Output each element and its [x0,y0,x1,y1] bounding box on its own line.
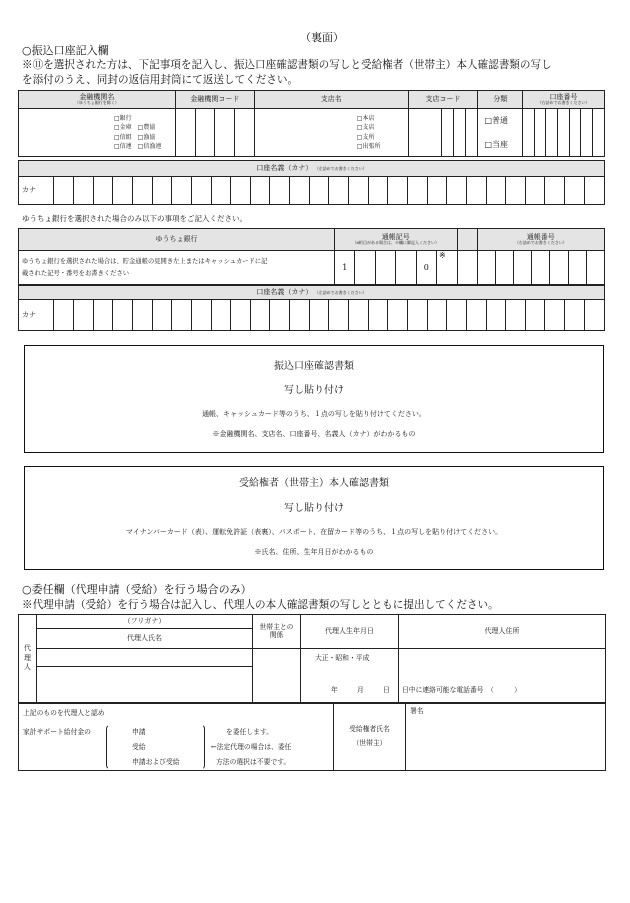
transfer-note-2: を添付のうえ、同封の返信用封筒にて返送してください。 [22,74,299,86]
account-type-option[interactable]: □当座 [484,139,508,149]
header-bank-name [19,91,176,109]
option-receive[interactable]: 受給 [132,743,146,751]
holder-kana-label: 口座名義（カナ） [256,164,313,173]
yucho-symbol-label: 通帳記号 [381,233,410,242]
header-type: 分類 [478,91,523,109]
header-bank-code: 金融機関コード [175,91,254,109]
yucho-symbol-cell[interactable] [396,251,416,285]
holder-name-label [334,704,406,771]
yucho-symbol-cell[interactable] [355,251,375,285]
branch-option[interactable]: □支所 [356,133,375,141]
proxy-birth-input[interactable] [301,649,399,703]
paste2-line2: ※氏名、住所、生年月日がわかるもの [254,548,374,556]
kana-input-cell[interactable] [211,300,231,331]
option-apply-and-receive[interactable]: 申請および受給 [132,758,180,766]
kana-input-cell[interactable] [74,300,94,331]
yucho-number-cell[interactable] [568,251,586,285]
paste-area-identity-document[interactable] [24,466,604,570]
kana-input-cell[interactable] [506,177,526,205]
account-digit-cell[interactable] [593,109,605,157]
kana-input-cell[interactable] [565,300,585,331]
yucho-symbol-cell: 0 [416,251,436,285]
yucho-holder-kana-label: 口座名義（カナ） [256,288,313,297]
bank-code-cell[interactable] [195,109,215,157]
yucho-intro: ゆうちょ銀行を選択された場合のみ以下の事項をご記入ください。 [22,214,247,223]
kana-input-cell[interactable] [388,177,408,205]
yucho-table [18,228,605,285]
proxy-side-label [19,615,37,703]
yucho-description [19,251,335,285]
yucho-header-spacer [457,229,477,251]
kana-input-cell[interactable] [525,177,545,205]
yucho-number-cell[interactable] [586,251,604,285]
account-digit-cell[interactable] [558,109,570,157]
header-branch-code: 支店コード [408,91,478,109]
account-type-checkboxes[interactable] [478,109,523,157]
yucho-symbol-sub: （6桁目がある場合は、※欄に御記入ください） [352,240,440,246]
holder-kana-table [18,160,605,205]
kana-input-cell[interactable] [172,177,192,205]
proxy-table [18,614,606,703]
branch-option[interactable]: □本店 [356,114,375,122]
proxy-side-text: 代理人 [24,643,31,672]
yucho-number-cell[interactable] [477,251,495,285]
kana-input-cell[interactable] [250,300,270,331]
bank-type-checkboxes[interactable] [19,109,176,157]
bank-option[interactable]: □銀行 [114,114,132,122]
branch-option[interactable]: □出張所 [356,142,381,150]
paste1-title: 振込口座確認書類 [274,361,354,372]
yucho-symbol-cell[interactable] [375,251,395,285]
delegation-end: を委任します。 [226,728,274,736]
proxy-furigana-label: （フリガナ） [37,615,253,629]
kana-input-cell[interactable] [191,177,211,205]
kana-input-cell[interactable] [584,177,604,205]
branch-code-cell[interactable] [442,109,454,157]
era-options[interactable]: 大正・昭和・平成 [315,654,370,662]
yucho-desc-1: ゆうちょ銀行を選択された場合は、貯金通帳の見開き左上またはキャッシュカードに記 [22,257,268,265]
yucho-holder-kana-header [19,286,605,300]
proxy-relation-text: 世帯主との関係 [259,622,294,639]
kana-input-cell[interactable] [349,177,369,205]
bank-code-cell[interactable] [215,109,235,157]
yucho-spacer-cell [457,251,477,285]
bank-option[interactable]: □信連 □信漁連 [114,142,162,150]
yucho-header-name: ゆうちょ銀行 [19,229,335,251]
yucho-header-symbol [335,229,457,251]
yucho-number-cell[interactable] [532,251,550,285]
holder-kana-sub: （左詰めでお書きください） [314,166,367,172]
header-account-sub: （右詰めでお書きください） [537,100,590,106]
paste1-line2: ※金融機関名、支店名、口座番号、名義人（カナ）がわかるもの [212,430,416,438]
holder-kana-header [19,161,605,177]
legal-note-2: 方法の選択は不要です。 [216,758,291,766]
branch-code-cell[interactable] [454,109,466,157]
kana-input-cell[interactable] [329,300,349,331]
kana-input-cell[interactable] [270,300,290,331]
proxy-birth-label: 代理人生年月日 [301,615,399,649]
paste1-line1: 通帳、キャッシュカード等のうち、１点の写しを貼り付けてください。 [202,410,426,418]
kana-input-cell[interactable] [211,177,231,205]
signature-label: 署名 [410,707,424,715]
kana-input-cell[interactable] [132,300,152,331]
signature-field[interactable] [406,704,606,771]
header-branch-name: 支店名 [254,91,408,109]
transfer-heading: ○振込口座記入欄 [22,44,109,57]
bank-account-table [18,90,605,157]
kana-input-cell[interactable] [349,300,369,331]
account-digit-cell[interactable] [581,109,593,157]
delegation-line1: 上記のものを代理人と認め [23,709,105,717]
paste1-subtitle: 写し貼り付け [284,385,344,396]
kana-input-cell[interactable] [506,300,526,331]
branch-type-checkboxes[interactable] [254,109,408,157]
bank-code-cell[interactable] [175,109,195,157]
kana-input-cell[interactable] [565,177,585,205]
paste2-subtitle: 写し貼り付け [284,503,344,514]
kana-input-cell[interactable] [152,300,172,331]
proxy-relation-label [253,615,301,649]
branch-option[interactable]: □支店 [356,124,375,132]
kana-input-cell[interactable] [466,177,486,205]
kana-input-cell[interactable] [545,300,565,331]
kana-input-cell[interactable] [54,177,74,205]
kana-input-cell[interactable] [407,177,427,205]
kana-label: カナ [19,177,54,205]
holder-name-label-1: 受給権者氏名 [349,725,390,734]
bank-option[interactable]: □信組 □漁協 [114,133,156,141]
kana-input-cell[interactable] [132,177,152,205]
paste2-title: 受給権者（世帯主）本人確認書類 [239,478,389,489]
page-title: （裏面） [300,31,344,44]
kana-input-cell[interactable] [368,300,388,331]
yucho-number-cell[interactable] [550,251,568,285]
bank-code-cell[interactable] [235,109,255,157]
legal-note-1: ←法定代理の場合は、委任 [211,743,292,751]
header-bank-name-sub: （ゆうちょ銀行を除く） [74,100,119,106]
yucho-holder-kana-sub: （左詰めでお書きください） [314,290,367,296]
branch-code-cell[interactable] [466,109,478,157]
yucho-symbol-extra-cell[interactable]: ※ [437,251,457,285]
branch-name-cell[interactable] [408,109,441,157]
yucho-number-cell[interactable] [495,251,513,285]
kana-input-cell[interactable] [388,300,408,331]
bank-option[interactable]: □金庫 □農協 [114,124,156,132]
option-apply[interactable]: 申請 [132,728,146,736]
kana-input-cell[interactable] [172,300,192,331]
yucho-number-label: 通帳番号 [526,233,555,242]
kana-label: カナ [19,300,54,331]
kana-input-cell[interactable] [54,300,74,331]
kana-input-cell[interactable] [525,300,545,331]
day-label: 日 [383,686,390,694]
header-account-number [522,91,604,109]
option-bracket-right [196,724,205,770]
proxy-name-input[interactable] [37,667,253,703]
kana-input-cell[interactable] [427,177,447,205]
month-label: 月 [357,686,364,694]
kana-input-cell[interactable] [231,300,251,331]
proxy-heading: ○委任欄（代理申請（受給）を行う場合のみ） [22,583,252,596]
yucho-number-sub: （右詰めでお書きください） [514,240,567,246]
kana-input-cell[interactable] [250,177,270,205]
kana-input-cell[interactable] [329,177,349,205]
kana-input-cell[interactable] [309,300,329,331]
kana-input-cell[interactable] [584,300,604,331]
account-digit-cell[interactable] [546,109,558,157]
kana-input-cell[interactable] [545,177,565,205]
kana-input-cell[interactable] [113,177,133,205]
proxy-address-input[interactable] [399,649,606,703]
proxy-note: ※代理申請（受給）を行う場合は記入し、代理人の本人確認書類の写しとともに提出してください。 [22,599,499,611]
proxy-address-label: 代理人住所 [399,615,606,649]
kana-input-cell[interactable] [113,300,133,331]
kana-input-cell[interactable] [447,300,467,331]
kana-input-cell[interactable] [74,177,94,205]
delegation-statement [19,704,334,771]
kana-input-cell[interactable] [486,177,506,205]
yucho-holder-kana-table [18,285,605,331]
kana-input-cell[interactable] [290,177,310,205]
kana-input-cell[interactable] [231,177,251,205]
account-digit-cell[interactable] [534,109,546,157]
yucho-desc-2: 載された記号・番号をお書きください [22,269,130,277]
phone-label: 日中に連絡可能な電話番号 （ ） [402,686,521,694]
header-bank-name-label: 金融機関名 [79,93,115,102]
yucho-number-cell[interactable] [513,251,531,285]
kana-input-cell[interactable] [486,300,506,331]
delegation-lead: 家計サポート給付金の [23,728,91,736]
yucho-header-number [477,229,604,251]
header-account-label: 口座番号 [549,93,578,102]
account-digit-cell[interactable] [522,109,534,157]
proxy-relation-input[interactable] [253,649,301,703]
kana-input-cell[interactable] [407,300,427,331]
kana-input-cell[interactable] [93,300,113,331]
kana-input-cell[interactable] [290,300,310,331]
kana-input-cell[interactable] [309,177,329,205]
kana-input-cell[interactable] [152,177,172,205]
kana-input-cell[interactable] [427,300,447,331]
kana-input-cell[interactable] [270,177,290,205]
yucho-symbol-cell: 1 [335,251,355,285]
kana-input-cell[interactable] [466,300,486,331]
account-type-option[interactable]: □普通 [484,116,508,126]
paste2-line1: マイナンバーカード（表）、運転免許証（表裏）、パスポート、在留カード等のうち、１点の写しを貼り付けてください。 [125,528,503,536]
kana-input-cell[interactable] [368,177,388,205]
kana-input-cell[interactable] [93,177,113,205]
paste-area-account-document[interactable] [24,345,604,453]
kana-input-cell[interactable] [191,300,211,331]
proxy-name-label: 代理人氏名 [37,629,253,649]
year-label: 年 [331,686,338,694]
kana-input-cell[interactable] [447,177,467,205]
proxy-furigana-input[interactable] [37,649,253,667]
transfer-note-1: ※⑪を選択された方は、下記事項を記入し、振込口座確認書類の写しと受給権者（世帯主）本人確認書類の写し [22,59,552,71]
account-digit-cell[interactable] [569,109,581,157]
holder-name-label-2: （世帯主） [352,739,387,747]
delegation-table [18,703,606,771]
